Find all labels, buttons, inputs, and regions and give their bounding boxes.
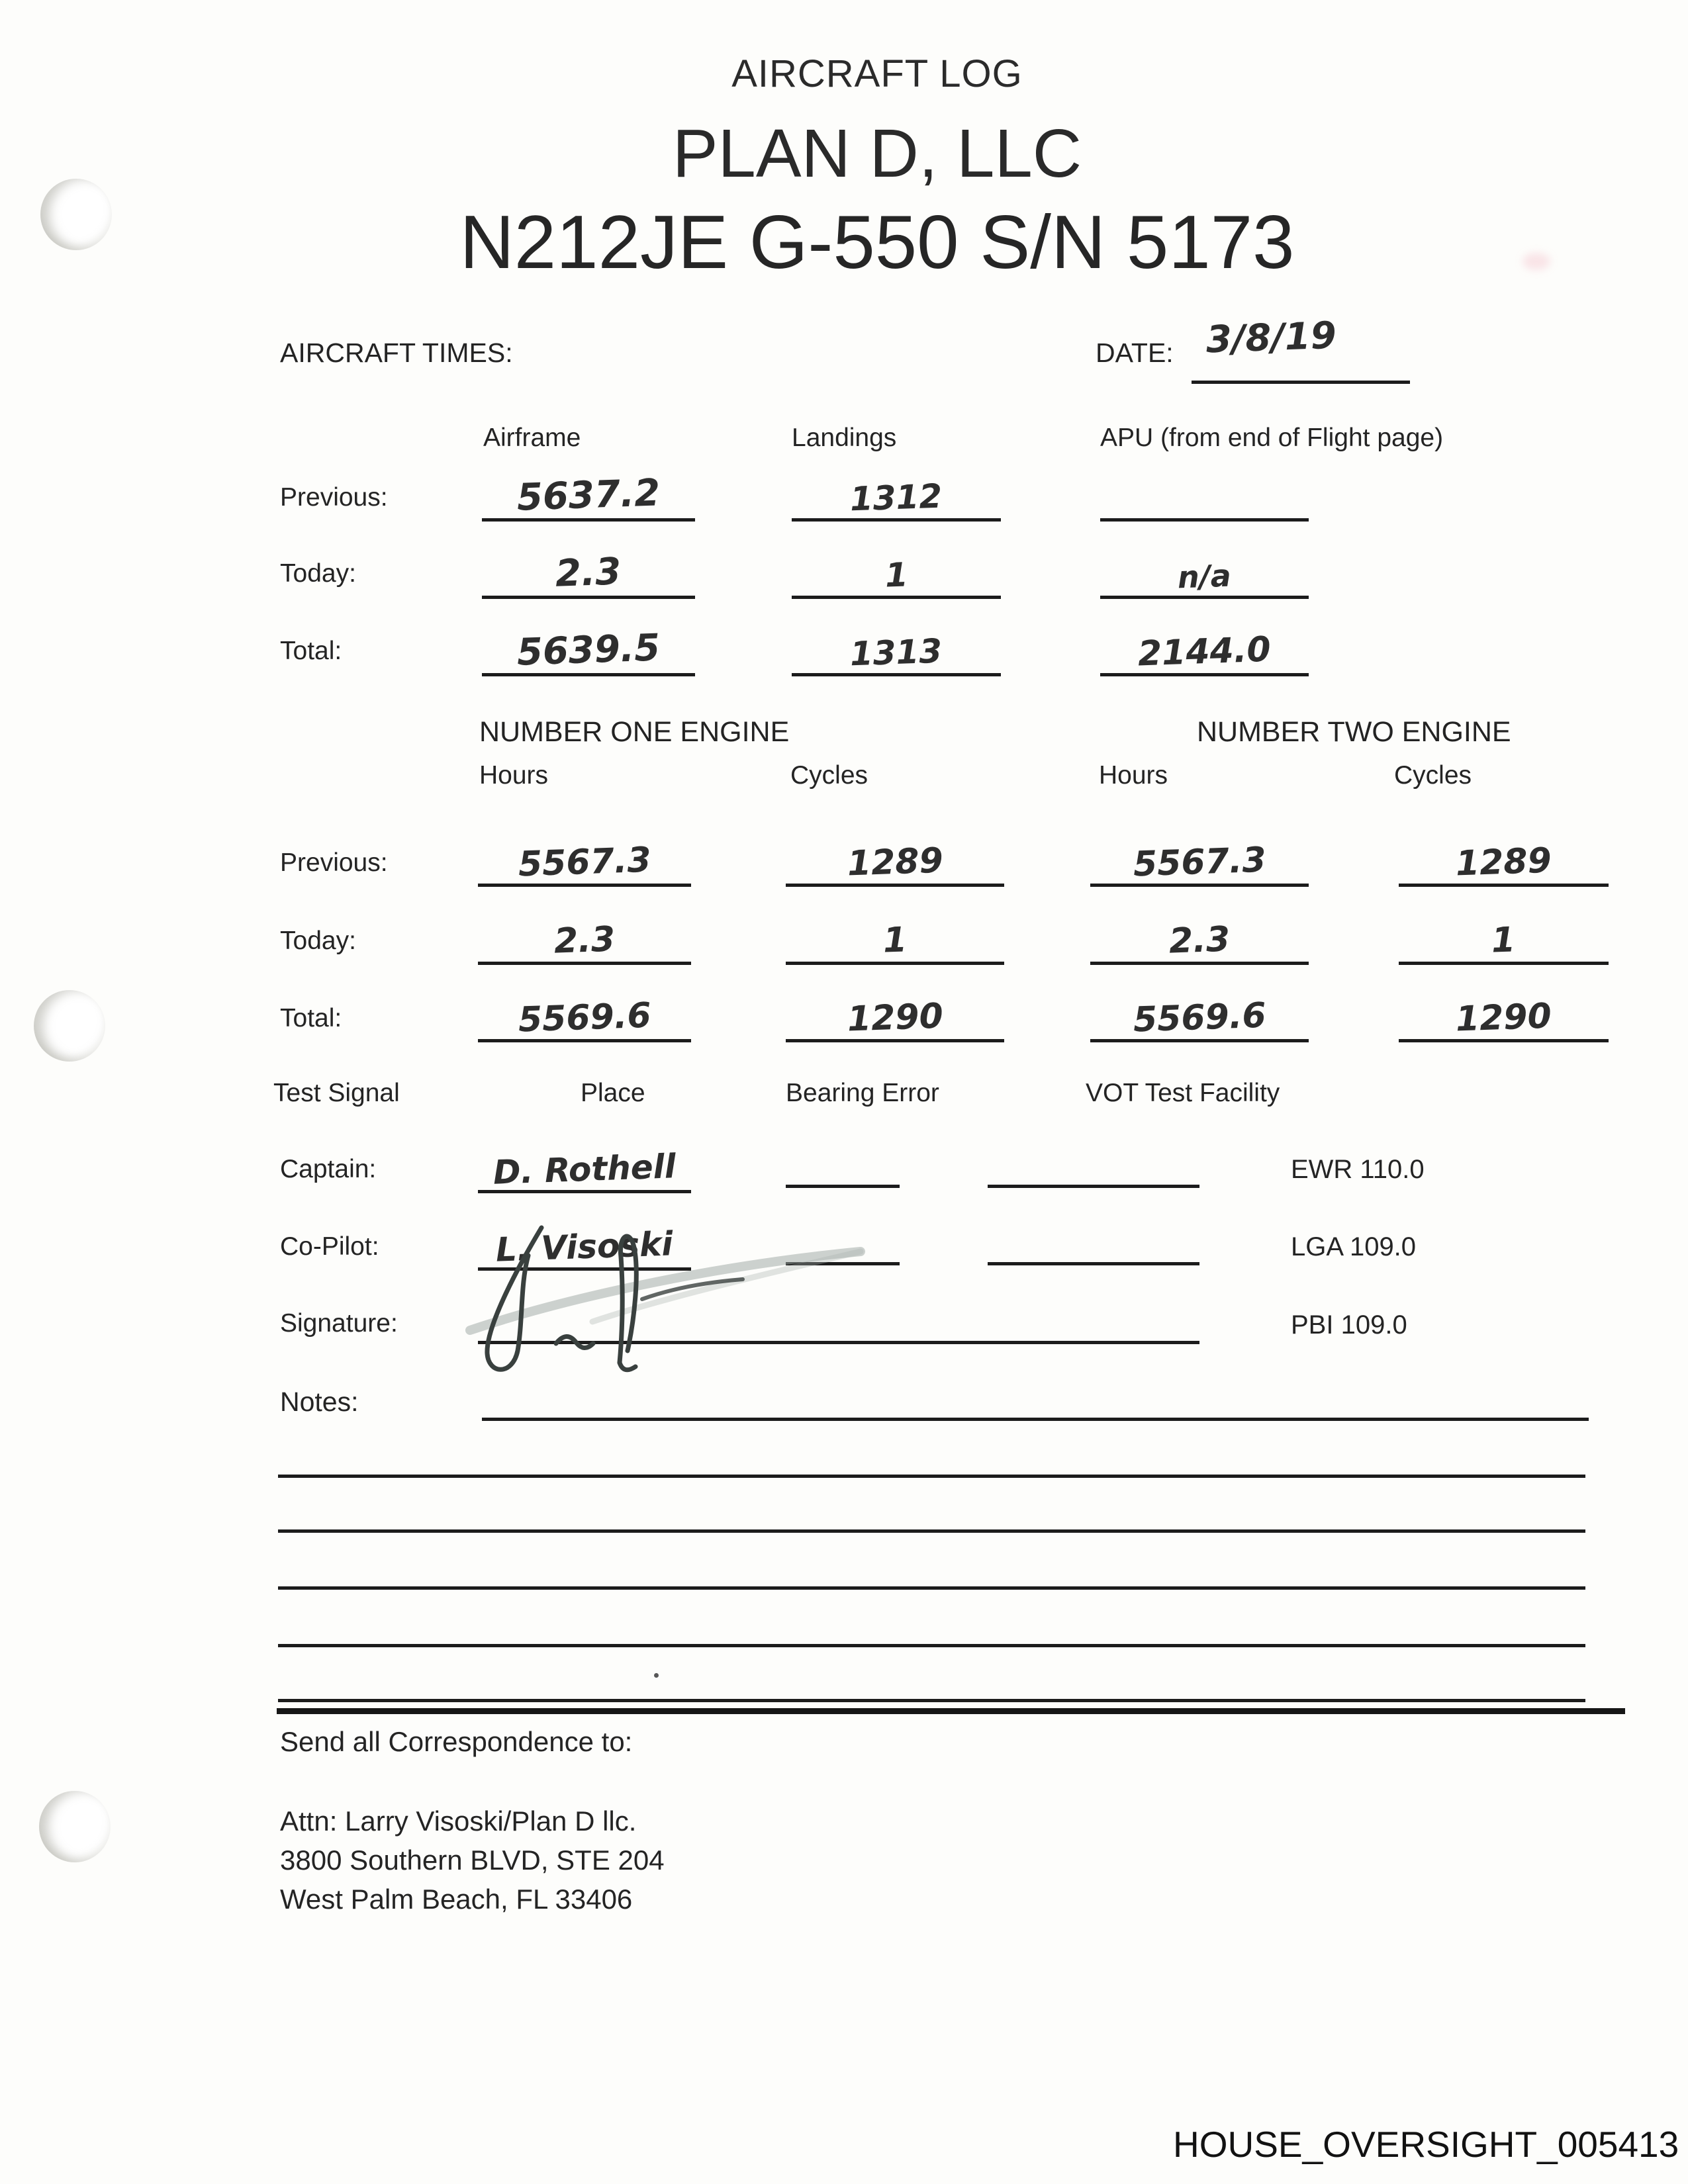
- engine-row-label-previous: Previous:: [280, 848, 388, 877]
- notes-line-5: [278, 1644, 1585, 1647]
- cell-e1-cycles-previous: 1289: [786, 835, 1004, 887]
- notes-line-6: [278, 1699, 1585, 1702]
- notes-label: Notes:: [280, 1387, 359, 1417]
- notes-line-1: [482, 1418, 1589, 1421]
- stray-ink-dot: [654, 1673, 659, 1678]
- facility-pbi: PBI 109.0: [1291, 1310, 1407, 1340]
- header-bearing-error: Bearing Error: [786, 1079, 939, 1107]
- cell-e1-hours-total: 5569.6: [478, 990, 691, 1042]
- notes-line-2: [278, 1475, 1585, 1478]
- engine-two-hours-header: Hours: [1099, 761, 1168, 790]
- cell-e2-hours-total: 5569.6: [1090, 990, 1309, 1042]
- header-vot-facility: VOT Test Facility: [1086, 1079, 1280, 1107]
- engine-row-label-today: Today:: [280, 927, 356, 955]
- engine-one-title: NUMBER ONE ENGINE: [479, 716, 790, 748]
- copilot-bearing-line: [988, 1262, 1199, 1265]
- engine-one-hours-header: Hours: [479, 761, 549, 790]
- cell-e2-cycles-today: 1: [1399, 913, 1609, 965]
- copilot-label: Co-Pilot:: [280, 1232, 379, 1261]
- captain-label: Captain:: [280, 1155, 377, 1183]
- cell-landings-previous: 1312: [792, 469, 1001, 522]
- cell-apu-total: 2144.0: [1100, 624, 1309, 676]
- cell-airframe-total: 5639.5: [482, 624, 695, 676]
- header-place: Place: [581, 1079, 645, 1107]
- cell-apu-today: n/a: [1100, 547, 1309, 599]
- col-header-apu: APU (from end of Flight page): [1100, 424, 1444, 452]
- engine-two-cycles-header: Cycles: [1394, 761, 1472, 790]
- cell-e1-cycles-today: 1: [786, 913, 1004, 965]
- bates-number: HOUSE_OVERSIGHT_005413: [1173, 2124, 1679, 2165]
- engine-two-title: NUMBER TWO ENGINE: [1197, 716, 1511, 748]
- hole-punch-middle: [34, 990, 105, 1062]
- signature-scrawl: [457, 1221, 880, 1383]
- date-value: 3/8/19: [1205, 314, 1337, 362]
- captain-bearing-line: [988, 1185, 1199, 1188]
- notes-line-3: [278, 1529, 1585, 1533]
- cell-airframe-previous: 5637.2: [482, 469, 695, 522]
- cell-landings-total: 1313: [792, 624, 1001, 676]
- engine-row-label-total: Total:: [280, 1004, 342, 1032]
- date-underline: [1192, 381, 1410, 384]
- cell-e1-hours-today: 2.3: [478, 913, 691, 965]
- correspondence-address2: West Palm Beach, FL 33406: [280, 1884, 633, 1915]
- document-header: [40, 0, 1688, 286]
- correspondence-address1: 3800 Southern BLVD, STE 204: [280, 1844, 665, 1876]
- copilot-name-cell: L. Visoski: [478, 1208, 691, 1271]
- notes-line-4: [278, 1586, 1585, 1590]
- col-header-airframe: Airframe: [483, 424, 581, 452]
- footer-separator-rule: [277, 1708, 1625, 1714]
- captain-place-line: [786, 1185, 900, 1188]
- cell-e2-cycles-previous: 1289: [1399, 835, 1609, 887]
- cell-e2-hours-previous: 5567.3: [1090, 835, 1309, 887]
- cell-landings-today: 1: [792, 547, 1001, 599]
- facility-ewr: EWR 110.0: [1291, 1155, 1425, 1184]
- row-label-today: Today:: [280, 559, 356, 588]
- cell-apu-previous: [1100, 469, 1309, 522]
- doc-title: AIRCRAFT LOG: [731, 52, 1023, 95]
- cell-e2-hours-today: 2.3: [1090, 913, 1309, 965]
- facility-lga: LGA 109.0: [1291, 1232, 1417, 1261]
- cell-airframe-today: 2.3: [482, 547, 695, 599]
- company-name: PLAN D, LLC: [672, 115, 1082, 191]
- engine-one-cycles-header: Cycles: [790, 761, 868, 790]
- cell-e2-cycles-total: 1290: [1399, 990, 1609, 1042]
- correspondence-label: Send all Correspondence to:: [280, 1726, 633, 1757]
- hole-punch-bottom: [39, 1791, 111, 1862]
- section-aircraft-times: AIRCRAFT TIMES:: [280, 338, 513, 368]
- col-header-landings: Landings: [792, 424, 897, 452]
- correspondence-attn: Attn: Larry Visoski/Plan D llc.: [280, 1805, 637, 1837]
- date-label: DATE:: [1096, 338, 1174, 368]
- cell-e1-cycles-total: 1290: [786, 990, 1004, 1042]
- aircraft-id: N212JE G-550 S/N 5173: [459, 201, 1295, 285]
- cell-e1-hours-previous: 5567.3: [478, 835, 691, 887]
- captain-name-cell: D. Rothell: [478, 1130, 691, 1193]
- row-label-previous: Previous:: [280, 483, 388, 512]
- header-test-signal: Test Signal: [273, 1079, 400, 1107]
- row-label-total: Total:: [280, 637, 342, 665]
- signature-label: Signature:: [280, 1309, 398, 1338]
